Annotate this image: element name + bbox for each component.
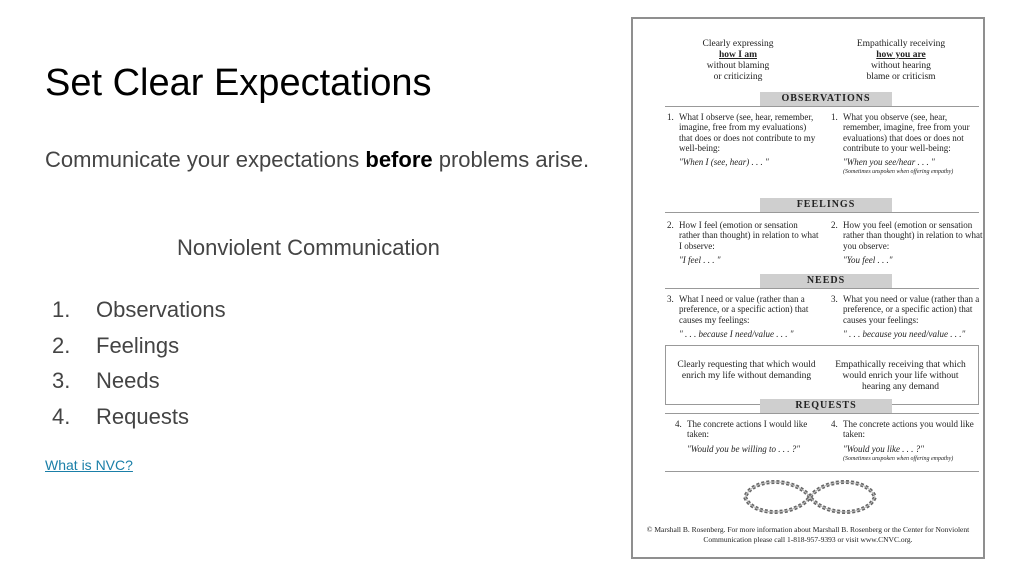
- requests-right-cell: 4. The concrete actions you would like taken: "Would you like . . . ?" (Sometimes unspoken when offering empathy): [831, 419, 974, 462]
- nvc-reference-card: [631, 17, 985, 559]
- feelings-right-cell: 2. How you feel (emotion or sensation rather than thought) in relation to what you observe: "You feel . . .": [831, 220, 983, 265]
- observations-right-cell: 1. What you observe (see, hear, remember, imagine, free from your evaluations) that does or does not contribute to your well-being: "When you see/hear . . . " (Sometimes unspoken when offering empathy): [831, 112, 970, 176]
- lead-prefix: Communicate your expectations: [45, 147, 366, 172]
- band-needs: NEEDS: [760, 274, 892, 288]
- right-column-heading: Empathically receiving how you are without hearing blame or criticism: [856, 39, 946, 82]
- band-feelings: FEELINGS: [760, 198, 892, 212]
- needs-left-cell: 3. What I need or value (rather than a preference, or a specific action) that causes my feelings: " . . . because I need/value . . . ": [667, 294, 809, 339]
- divider: [665, 471, 979, 472]
- lead-text: [45, 142, 620, 178]
- needs-right-cell: 3. What you need or value (rather than a preference, or a specific action) that causes your feelings: " . . . because you need/value . . .": [831, 294, 980, 339]
- list-item: 3. Needs: [52, 368, 160, 393]
- list-item: 1. Observations: [52, 297, 226, 322]
- band-requests: REQUESTS: [760, 399, 892, 413]
- nvc-infinity-logo-icon: [735, 474, 885, 520]
- list-item: 4. Requests: [52, 403, 189, 429]
- left-column-heading: Clearly expressing how I am without blaming or criticizing: [702, 39, 774, 82]
- copyright-text: © Marshall B. Rosenberg. For more information about Marshall B. Rosenberg or the Center for Nonviolent Communication please call 1-818-957-9393 or visit www.CNVC.org.: [646, 525, 970, 544]
- box-right-text: Empathically receiving that which would enrich your life without hearing any demand: [835, 360, 966, 392]
- feelings-left-cell: 2. How I feel (emotion or sensation rather than thought) in relation to what I observe: "I feel . . . ": [667, 220, 819, 265]
- divider: [665, 288, 979, 289]
- observations-left-cell: 1. What I observe (see, hear, remember, imagine, free from my evaluations) that does or does not contribute to my well-being: "When I (see, hear) . . . ": [667, 112, 816, 168]
- divider: [665, 106, 979, 107]
- slide-title: Set Clear Expectations: [45, 62, 432, 104]
- divider: [665, 212, 979, 213]
- what-is-nvc-link[interactable]: What is NVC?: [45, 457, 133, 473]
- box-left-text: Clearly requesting that which would enrich my life without demanding: [677, 360, 816, 381]
- list-item: 2. Feelings: [52, 332, 180, 358]
- nvc-subheading: Nonviolent Communication: [177, 235, 440, 260]
- divider: [665, 413, 979, 414]
- requests-intro-box: [665, 345, 979, 405]
- requests-left-cell: 4. The concrete actions I would like taken: "Would you be willing to . . . ?": [675, 419, 808, 454]
- nvc-steps-list: [52, 292, 226, 434]
- band-observations: OBSERVATIONS: [760, 92, 892, 106]
- lead-bold: before: [365, 147, 433, 172]
- lead-suffix: problems arise.: [432, 147, 590, 172]
